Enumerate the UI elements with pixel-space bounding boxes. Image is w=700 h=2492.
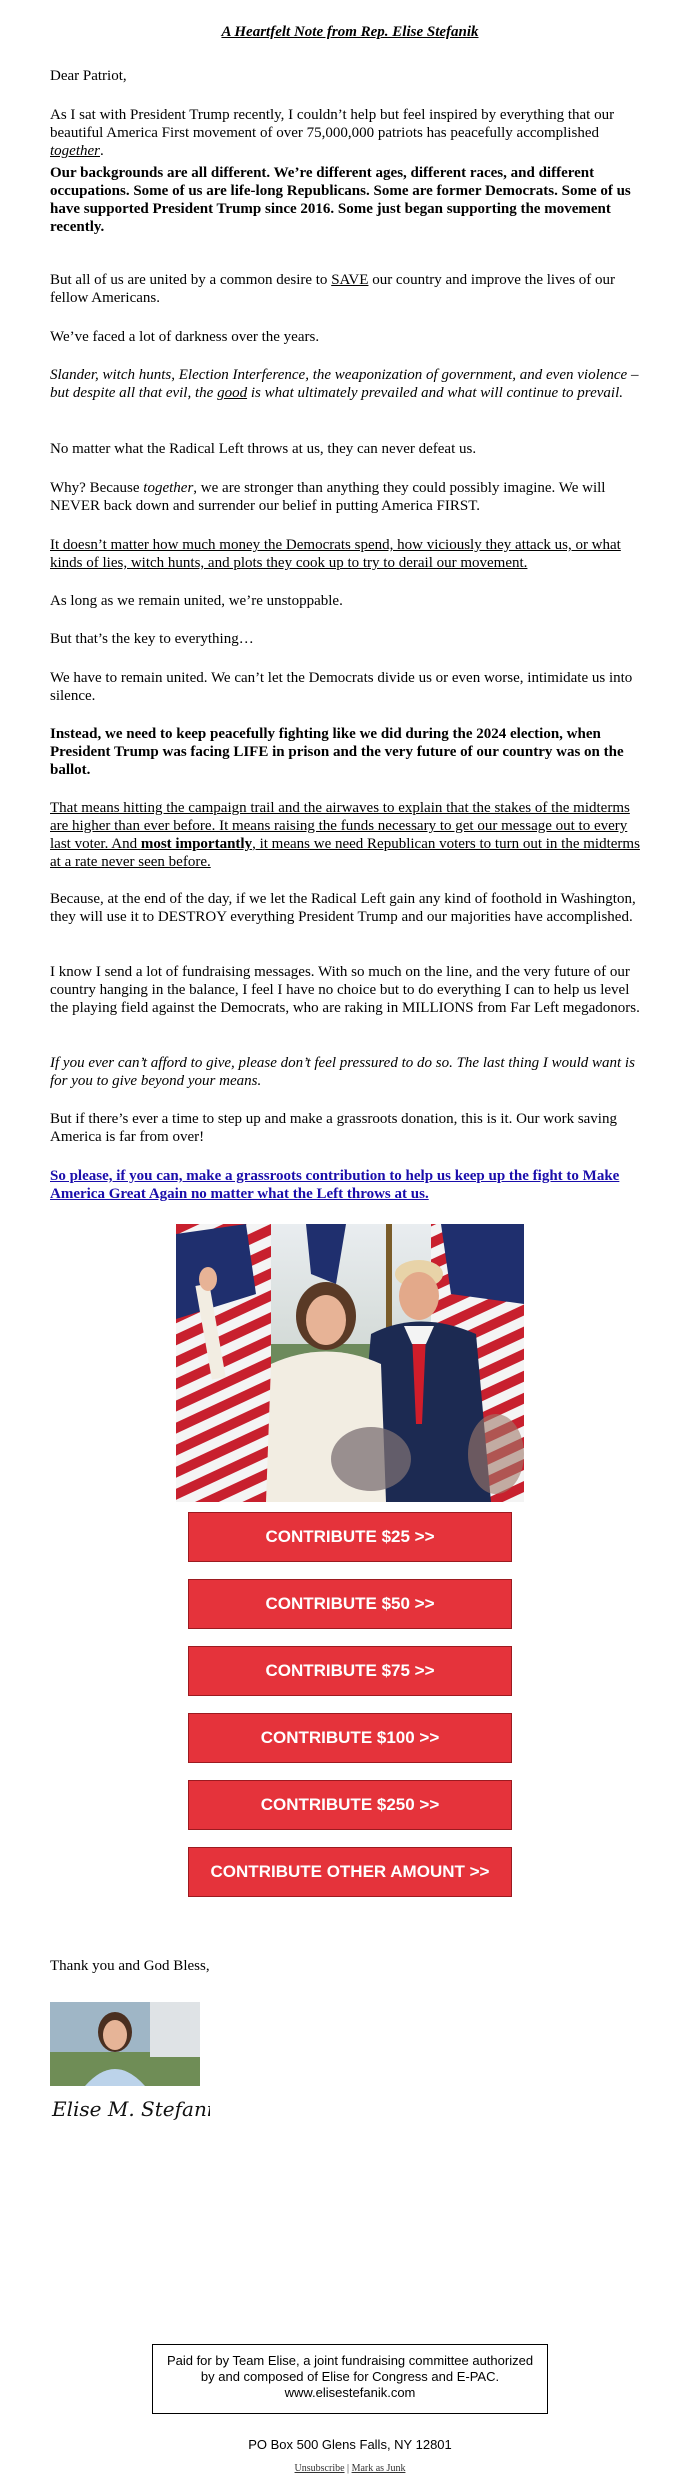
paragraph-5: Slander, witch hunts, Election Interference, the weaponization of government, and even violence – but despite all that evil, the good is what ultimately prevailed and what will continue to prevail. [50,367,639,401]
paragraph-15: I know I send a lot of fundraising messages. With so much on the line, and the very future of our country hanging in the balance, I feel I have no choice but to do everything I can to help us level the playing field against the Democrats, who are raking in MILLIONS from Far Left megadonors. [50,964,640,1016]
paragraph-14: Because, at the end of the day, if we let the Radical Left gain any kind of foothold in Washington, they will use it to DESTROY everything President Trump and our majorities have accomplished. [50,891,636,925]
contribute-100-button[interactable]: CONTRIBUTE $100 >> [188,1713,512,1763]
unsubscribe-link[interactable]: Unsubscribe [294,2463,345,2474]
cta-paragraph [50,1167,650,1203]
contribute-250-button[interactable]: CONTRIBUTE $250 >> [188,1780,512,1830]
paragraph-6: No matter what the Radical Left throws at us, they can never defeat us. [50,441,477,457]
mailing-address: PO Box 500 Glens Falls, NY 12801 [248,2437,452,2452]
signature-headshot [50,2002,200,2086]
paragraph-3: But all of us are united by a common desire to SAVE our country and improve the lives of our fellow Americans. [50,272,616,306]
contribute-25-button[interactable]: CONTRIBUTE $25 >> [188,1512,512,1562]
paragraph-7: Why? Because together, we are stronger than anything they could possibly imagine. We will NEVER back down and surrender our belief in putting America FIRST. [50,480,606,514]
rally-photo [176,1224,524,1502]
paid-for-disclaimer: Paid for by Team Elise, a joint fundraising committee authorized by and composed of Elise for Congress and E-PAC. www.elisestefanik.com [152,2344,548,2414]
paragraph-11: We have to remain united. We can’t let the Democrats divide us or even worse, intimidate us into silence. [50,670,633,704]
paragraph-4: We’ve faced a lot of darkness over the years. [50,329,320,345]
closing-line: Thank you and God Bless, [50,1958,210,1974]
salutation: Dear Patriot, [50,68,127,84]
svg-text:Elise M. Stefanik: Elise M. Stefanik [52,2097,210,2121]
paragraph-17: But if there’s ever a time to step up and make a grassroots donation, this is it. Our work saving America is far from over! [50,1111,617,1145]
paragraph-9: As long as we remain united, we’re unstoppable. [50,593,343,609]
paragraph-10: But that’s the key to everything… [50,631,254,647]
footer-links [50,2463,650,2474]
contribute-50-button[interactable]: CONTRIBUTE $50 >> [188,1579,512,1629]
paragraph-16: If you ever can’t afford to give, please don’t feel pressured to do so. The last thing I would want is for you to give beyond your means. [50,1055,635,1089]
signature [50,2090,210,2126]
cta-link[interactable]: So please, if you can, make a grassroots contribution to help us keep up the fight to Make America Great Again no matter what the Left throws at us. [50,1168,620,1202]
paragraph-8: It doesn’t matter how much money the Democrats spend, how viciously they attack us, or what kinds of lies, witch hunts, and plots they cook up to try to derail our movement. [50,537,621,571]
mark-as-junk-link[interactable]: Mark as Junk [351,2463,406,2474]
contribute-other-button[interactable]: CONTRIBUTE OTHER AMOUNT >> [188,1847,512,1897]
link-separator: | [347,2463,350,2474]
contribute-75-button[interactable]: CONTRIBUTE $75 >> [188,1646,512,1696]
page-title: A Heartfelt Note from Rep. Elise Stefanik [221,24,479,40]
paragraph-2: Our backgrounds are all different. We’re different ages, different races, and different occupations. Some of us are life-long Republicans. Some are former Democrats. Some of us have supported President Trump since 2016. Some just began supporting the movement recently. [50,165,631,235]
paragraph-1: As I sat with President Trump recently, I couldn’t help but feel inspired by everything that our beautiful America First movement of over 75,000,000 patriots has peacefully accomplished together. [50,107,615,159]
paragraph-12: Instead, we need to keep peacefully fighting like we did during the 2024 election, when President Trump was facing LIFE in prison and the very future of our country was on the ballot. [50,726,624,778]
paragraph-13: That means hitting the campaign trail and the airwaves to explain that the stakes of the midterms are higher than ever before. It means raising the funds necessary to get our message out to every last voter. And most importantly, it means we need Republican voters to turn out in the midterms at a rate never seen before. [50,800,640,870]
